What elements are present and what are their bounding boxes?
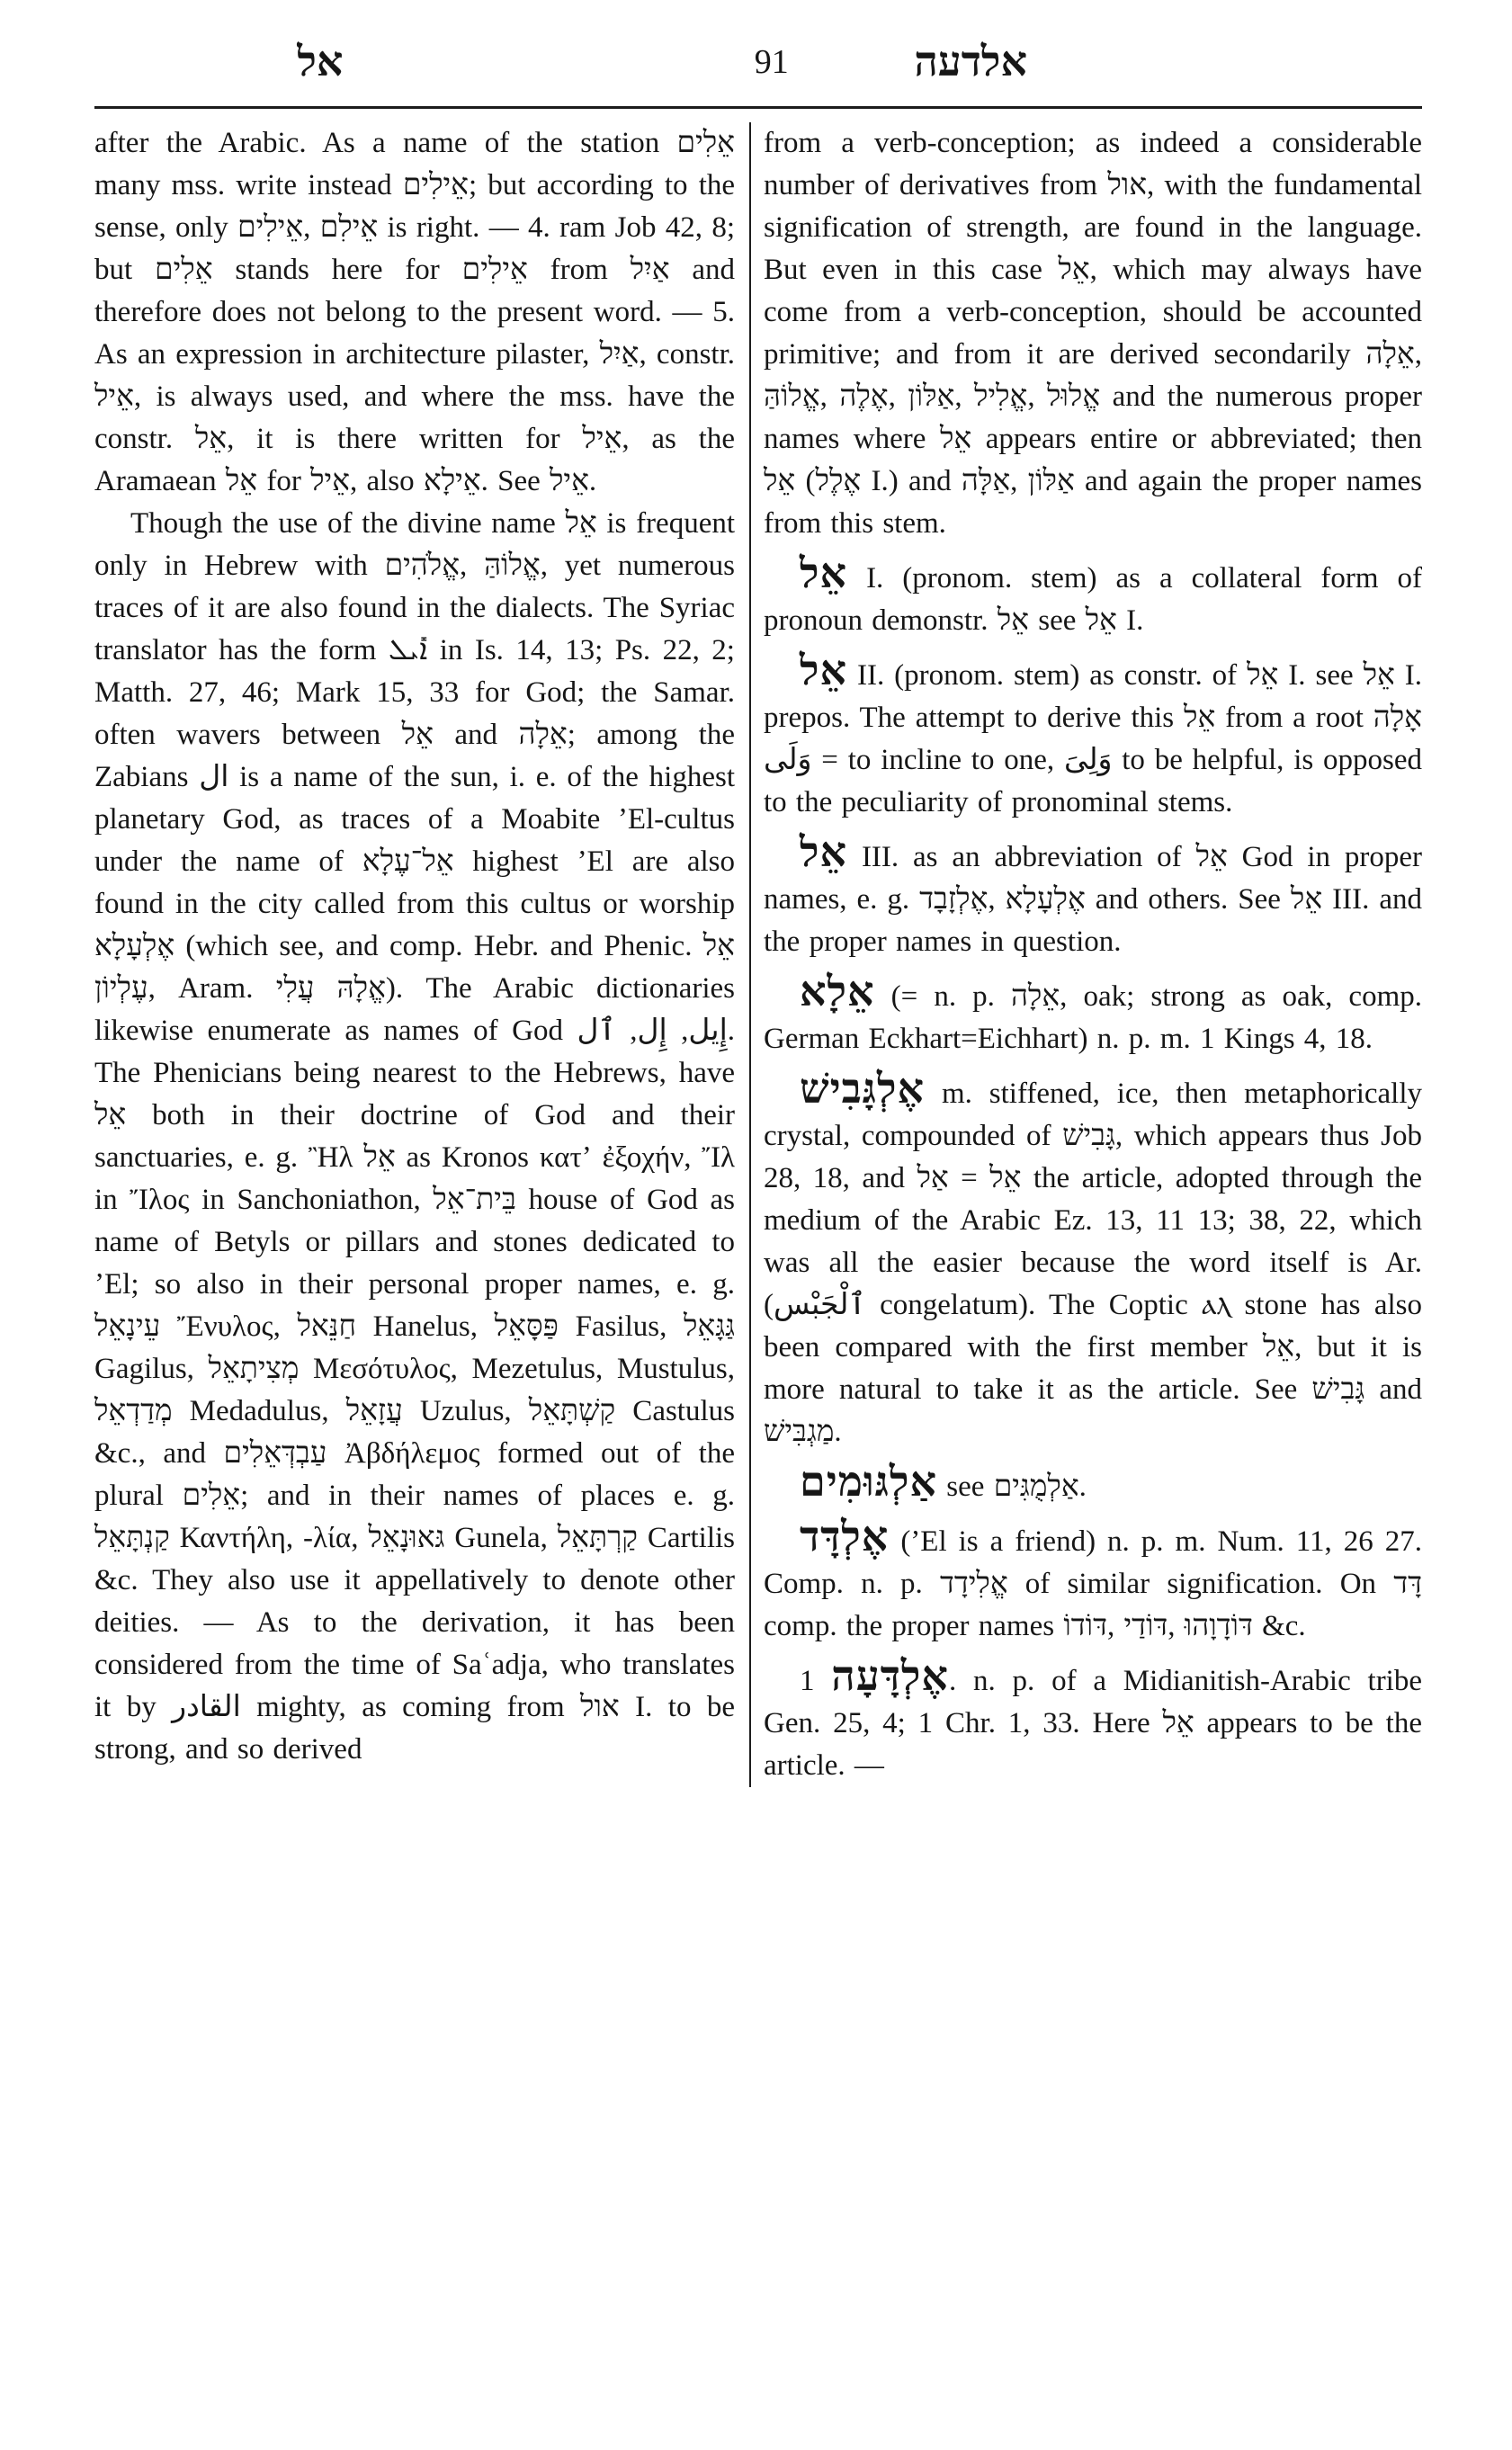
entry-text: see אַלְמֻגִּים. bbox=[946, 1471, 1087, 1503]
paragraph-continuation: from a verb-conception; as indeed a considerable number of derivatives from אול,‎ with the fundamental signification of strength, are found in the language. But even in this case אֵל,‎ which may always have come from a verb-conception, should be accounted primitive; and from it are derived secondarily אֵלָה,‎ אֱלוֹהַּ,‎ אֶלֶה,‎ אַלּוֹן,‎ אֱלִיל,‎ אֱלוּל and the numerous proper names where אֵל appears entire or abbreviated; then אֵל (אֶלֶל I.) and אַלָּה,‎ אַלּוֹן and again the proper names from this stem. bbox=[764, 127, 1423, 540]
entry-headword: אֵל bbox=[800, 829, 848, 875]
header-catchword-right: אלדעה bbox=[914, 39, 1027, 85]
entry-headword: אֵלָא bbox=[800, 969, 875, 1015]
left-column bbox=[94, 122, 735, 1787]
entry-text: m. stiffened, ice, then metaphorically crystal, compounded of גָּבִישׁ,‎ which appears thus Job 28, 18, and אֵל = אַל the article, adopted through the medium of the Arabic Ez. 13, 11 13; 38, 22, which was all the easier because the word itself is Ar. (ٱلْجَبْس congelatum). The Coptic ⲁⲗ stone has also been compared with the first member אֵל,‎ but it is more natural to take it as the article. See גָּבִישׁ and מַגְבִּישׁ. bbox=[764, 1077, 1422, 1448]
entry-headword: אַלְגּוּמִים bbox=[800, 1459, 938, 1505]
dictionary-entry bbox=[764, 648, 1423, 824]
dictionary-entry bbox=[764, 550, 1422, 642]
page-number: 91 bbox=[754, 43, 789, 81]
entry-text: 1. n. p. of a Midianitish-Arabic tribe Gen. 25, 4; 1 Chr. 1, 33. Here אֵל appears to be the article. — bbox=[764, 1665, 1423, 1782]
header-catchword-left: אל bbox=[297, 39, 344, 85]
header-rule bbox=[94, 106, 1422, 109]
paragraph: Though the use of the divine name אֵל is frequent only in Hebrew with אֱלֹהִים,‎ אֱלוֹהַּ,‎ yet numerous traces of it are also found in the dialects. The Syriac translator has the form ܐܺܝܠ in Is. 14, 13; Ps. 22, 2; Matth. 27, 46; Mark 15, 33 for God; the Samar. often wavers between אֵל and אֵלָה; among the Zabians ال is a name of the sun, i. e. of the highest planetary God, as traces of a Moabite ʼEl-cultus under the name of אֵל־עֶלָא highest ʼEl are also found in the city called from this cultus or worship אֶלְעָלָא (which see, and comp. Hebr. and Phenic. אֵל עֶלְיוֹן,‎ Aram. אֱלָהּ עֲלִי). The Arabic dictionaries likewise enumerate as names of God إِيل, إِل, ٱل. The Phenicians being nearest to the Hebrews, have אֵל both in their doctrine of God and their sanctuaries, e. g. Ἢλ אֵל as Kronos κατʼ ἐξοχήν, Ἴλ in Ἴλος in Sanchoniathon, בֵּית־אֵל house of God as name of Betyls or pillars and stones dedicated to ʼEl; so also in their personal proper names, e. g. עֵינָאֵל Ἔνυλος, חַנֵּאל Hanelus, פַּסָּאֵל Fasilus, גַּגָּאֵל Gagilus, מְצִיתָאֵל Μεσότυλος, Mezetulus, Mustulus, מְדַדְאֵל Medadulus, עֲזָאֵל Uzulus, קַשְׁתָּאֵל Castulus &c., and עַבְדְּאֵלִים Ἀβδήλεμος formed out of the plural אֵלִים; and in their names of places e. g. קַנְתָּאֵל Καντήλη, -λία, גּאוּנָאֵל Gunela, קַרְתָּאֵל Cartilis &c. They also use it appellatively to denote other deities. — As to the derivation, it has been considered from the time of Saʿadja, who translates it by القادر mighty, as coming from אול I. to be strong, and so derived bbox=[94, 507, 736, 1766]
entry-text: (ʼEl is a friend) n. p. m. Num. 11, 26 27. Comp. n. p. אֱלִידָד of similar signification. On דָּד comp. the proper names דּוֹדוֹ,‎ דּוֹדַי,‎ דּוֹדָוָהוּ &c. bbox=[764, 1525, 1422, 1642]
dictionary-entry bbox=[764, 1066, 1422, 1453]
entry-text: II. (pronom. stem) as constr. of אֵל I. see אֵל I. prepos. The attempt to derive this אֵל from a root אָלָה = وَلَى to incline to one, وَلِىَ to be helpful, is opposed to the peculiarity of pronominal stems. bbox=[764, 659, 1423, 818]
right-column bbox=[764, 122, 1422, 1787]
entry-text: (= n. p. אֵלָה,‎ oak; strong as oak, comp. German Eckhart=Eichhart) n. p. m. 1 Kings 4, 18. bbox=[764, 980, 1422, 1055]
dictionary-entry bbox=[764, 1653, 1423, 1787]
text-columns bbox=[94, 122, 1422, 1787]
entry-headword: אֵל bbox=[800, 550, 848, 596]
entry-headword: אֶלְגָּבִישׁ bbox=[800, 1066, 926, 1112]
entry-headword: אֶלְדָּד bbox=[800, 1514, 890, 1560]
entry-headword: אֶלְדָּעָה bbox=[831, 1653, 949, 1699]
column-divider bbox=[749, 122, 751, 1787]
dictionary-entry bbox=[764, 829, 1422, 963]
dictionary-entry bbox=[764, 1459, 1422, 1508]
paragraph-continuation: after the Arabic. As a name of the station אֵלִים many mss. write instead אֵילִים; but according to the sense, only אֵילִים,‎ אֵילִם is right. — 4. ram Job 42, 8; but אֵלִים stands here for אֵילִים from אַיִל and therefore does not belong to the present word. — 5. As an expression in architecture pilaster, אַיִל,‎ constr. אֵיל,‎ is always used, and where the mss. have the constr. אֵל,‎ it is there written for אֵיל,‎ as the Aramaean אֵל for אֵיל,‎ also אֵילָא. See אֵיל. bbox=[94, 127, 736, 497]
entry-text: I. (pronom. stem) as a collateral form of pronoun demonstr. אֵל see אֵל I. bbox=[764, 562, 1422, 637]
page-header bbox=[94, 31, 1422, 94]
entry-text: III. as an abbreviation of אֵל God in proper names, e. g. אֶלְזָבָד,‎ אֶלְעָלָא and others. See אֵל III. and the proper names in question. bbox=[764, 841, 1422, 958]
dictionary-entry bbox=[764, 1514, 1422, 1648]
dictionary-entry bbox=[764, 969, 1422, 1060]
entry-headword: אֵל bbox=[800, 648, 848, 693]
